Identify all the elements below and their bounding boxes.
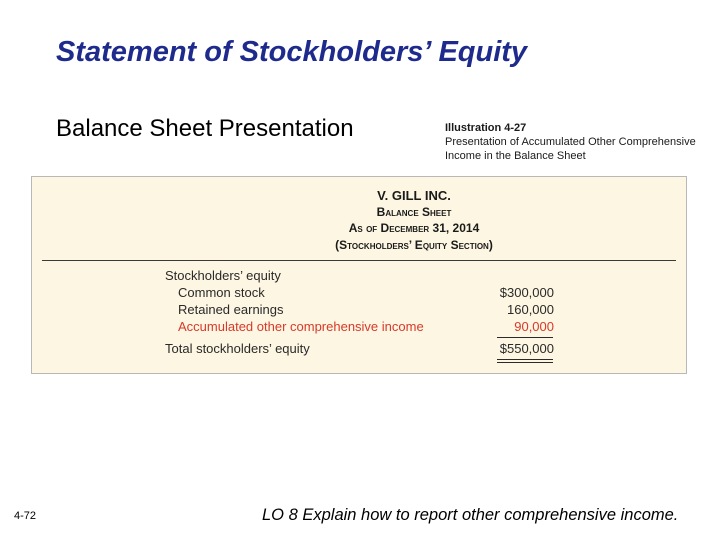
line-item-amount: 160,000 — [507, 302, 554, 317]
illustration-number: Illustration 4-27 — [445, 122, 527, 134]
statement-date: As of December 31, 2014 — [348, 221, 480, 235]
total-double-rule-top — [497, 359, 553, 360]
line-item-label-highlighted: Accumulated other comprehensive income — [178, 319, 424, 334]
line-item-amount-highlighted: 90,000 — [514, 319, 554, 334]
company-name: V. GILL INC. — [377, 188, 451, 203]
page-number: 4-72 — [14, 510, 37, 522]
subtotal-rule — [497, 337, 553, 338]
line-item-label: Common stock — [178, 285, 265, 300]
total-double-rule-bottom — [497, 362, 553, 363]
line-item-label: Retained earnings — [178, 302, 284, 317]
line-item-amount: $300,000 — [499, 285, 554, 300]
equity-heading: Stockholders’ equity — [165, 268, 281, 283]
illustration-caption — [445, 122, 705, 163]
total-label: Total stockholders’ equity — [165, 341, 310, 356]
balance-sheet-panel — [31, 176, 687, 374]
statement-name: Balance Sheet — [376, 205, 452, 219]
slide-subtitle: Balance Sheet Presentation — [56, 115, 354, 142]
header-divider — [42, 260, 676, 261]
illustration-description: Presentation of Accumulated Other Comprehensive Income in the Balance Sheet — [445, 136, 696, 162]
total-amount: $550,000 — [499, 341, 554, 356]
statement-section: (Stockholders’ Equity Section) — [335, 238, 493, 252]
slide-title: Statement of Stockholders’ Equity — [56, 36, 528, 68]
learning-objective: LO 8 Explain how to report other comprehensive income. — [262, 506, 679, 524]
